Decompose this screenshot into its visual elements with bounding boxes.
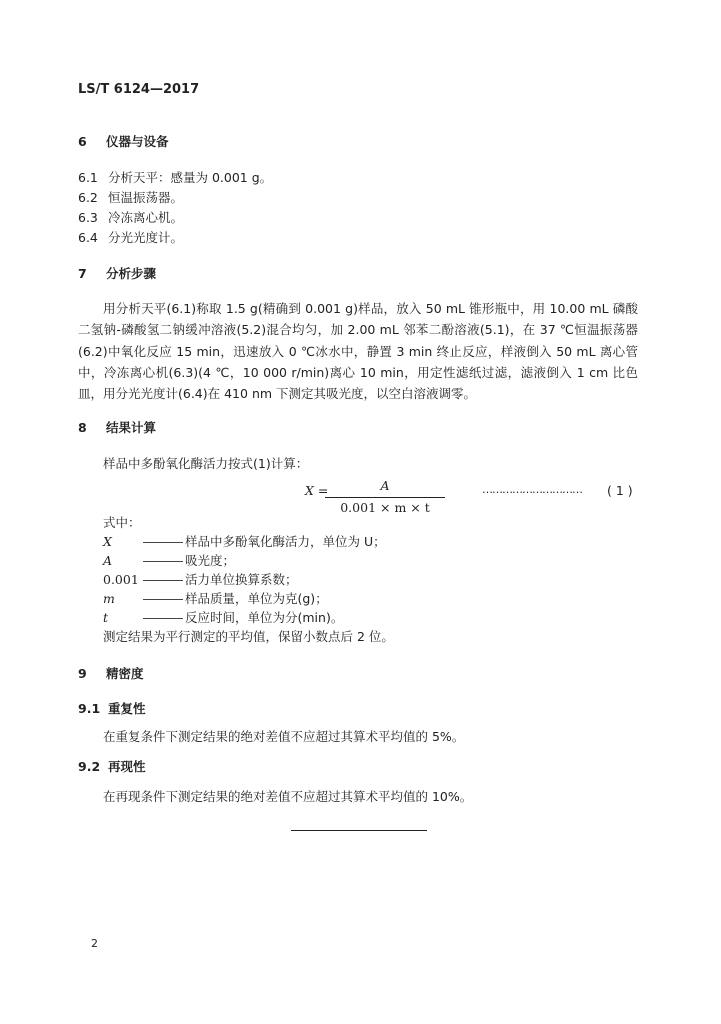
section-6-number: 6 (78, 134, 87, 149)
subsection-number: 9.1 (78, 701, 101, 716)
item-number: 6.3 (78, 210, 98, 225)
item-6-1 (78, 168, 272, 186)
formula-numerator: A (380, 478, 390, 493)
item-text: 冷冻离心机。 (108, 210, 184, 225)
item-6-4 (78, 228, 183, 246)
repeatability-text: 在重复条件下测定结果的绝对差值不应超过其算术平均值的 5%。 (103, 729, 465, 744)
item-text: 恒温振荡器。 (108, 190, 184, 205)
section-8-title: 结果计算 (106, 420, 157, 435)
section-9-number: 9 (78, 666, 87, 681)
section-7-number: 7 (78, 266, 87, 281)
standard-code: LS/T 6124—2017 (78, 82, 200, 97)
analysis-procedure-paragraph: 用分析天平(6.1)称取 1.5 g(精确到 0.001 g)样品，放入 50 mL 锥形瓶中，用 10.00 mL 磷酸二氢钠-磷酸氢二钠缓冲溶液(5.2)混合均匀，加 2.00 mL 邻苯二酚溶液(5.1)，在 37 ℃恒温振荡器(6.2)中氧化反应 15 min，迅速放入 0 ℃冰水中，静置 3 min 终止反应，样液倒入 50 mL 离心管中，冷冻离心机(6.3)(4 ℃，10 000 r/min)离心 10 min，用定性滤纸过滤，滤液倒入 1 cm 比色皿，用分光光度计(6.4)在 410 nm 下测定其吸光度，以空白溶液调零。 (78, 301, 638, 402)
dash-separator (143, 618, 183, 619)
page-number: 2 (91, 937, 98, 950)
variable-symbol: t (103, 610, 109, 625)
section-9-title: 精密度 (106, 666, 144, 681)
variable-symbol: 0.001 (103, 572, 139, 587)
variable-row (103, 532, 386, 550)
where-label: 式中： (103, 515, 141, 530)
variable-symbol: X (103, 534, 112, 549)
section-9-2-heading (78, 757, 146, 775)
section-9-heading (78, 664, 144, 682)
result-note: 测定结果为平行测定的平均值，保留小数点后 2 位。 (103, 629, 394, 644)
variable-symbol: A (103, 553, 113, 568)
variable-description: 样品质量，单位为克(g)； (185, 591, 328, 606)
item-number: 6.4 (78, 230, 98, 245)
variable-row (103, 608, 343, 626)
variable-row (103, 570, 298, 588)
section-8-number: 8 (78, 420, 87, 435)
variable-row (103, 589, 328, 607)
item-text: 分析天平：感量为 0.001 g。 (108, 170, 273, 185)
item-text: 分光光度计。 (108, 230, 184, 245)
variable-description: 样品中多酚氧化酶活力，单位为 U； (185, 534, 386, 549)
fraction-bar (325, 497, 445, 498)
variable-row (103, 551, 235, 569)
formula-denominator: 0.001 × m × t (340, 500, 430, 515)
section-8-heading (78, 418, 156, 436)
dash-separator (143, 561, 183, 562)
reproducibility-text: 在再现条件下测定结果的绝对差值不应超过其算术平均值的 10%。 (103, 789, 473, 804)
dash-separator (143, 580, 183, 581)
section-7-title: 分析步骤 (106, 266, 157, 281)
formula-fraction (325, 478, 445, 515)
variable-description: 反应时间，单位为分(min)。 (185, 610, 344, 625)
variable-description: 吸光度； (185, 553, 236, 568)
item-number: 6.2 (78, 190, 98, 205)
end-of-document-rule (291, 830, 427, 831)
formula-label: ( 1 ) (607, 483, 633, 498)
subsection-title: 再现性 (108, 759, 146, 774)
dash-separator (143, 542, 183, 543)
item-6-3 (78, 208, 183, 226)
formula-lhs: X = (305, 483, 329, 498)
calculation-intro: 样品中多酚氧化酶活力按式(1)计算： (103, 456, 309, 471)
variable-symbol: m (103, 591, 115, 606)
section-6-heading (78, 132, 169, 150)
item-6-2 (78, 188, 183, 206)
dash-separator (143, 599, 183, 600)
section-7-heading (78, 264, 156, 282)
item-number: 6.1 (78, 170, 98, 185)
subsection-title: 重复性 (108, 701, 146, 716)
subsection-number: 9.2 (78, 759, 101, 774)
variable-description: 活力单位换算系数； (185, 572, 298, 587)
section-9-1-heading (78, 699, 146, 717)
formula-leader-dots: ………………………… (482, 483, 582, 496)
section-6-title: 仪器与设备 (106, 134, 169, 149)
